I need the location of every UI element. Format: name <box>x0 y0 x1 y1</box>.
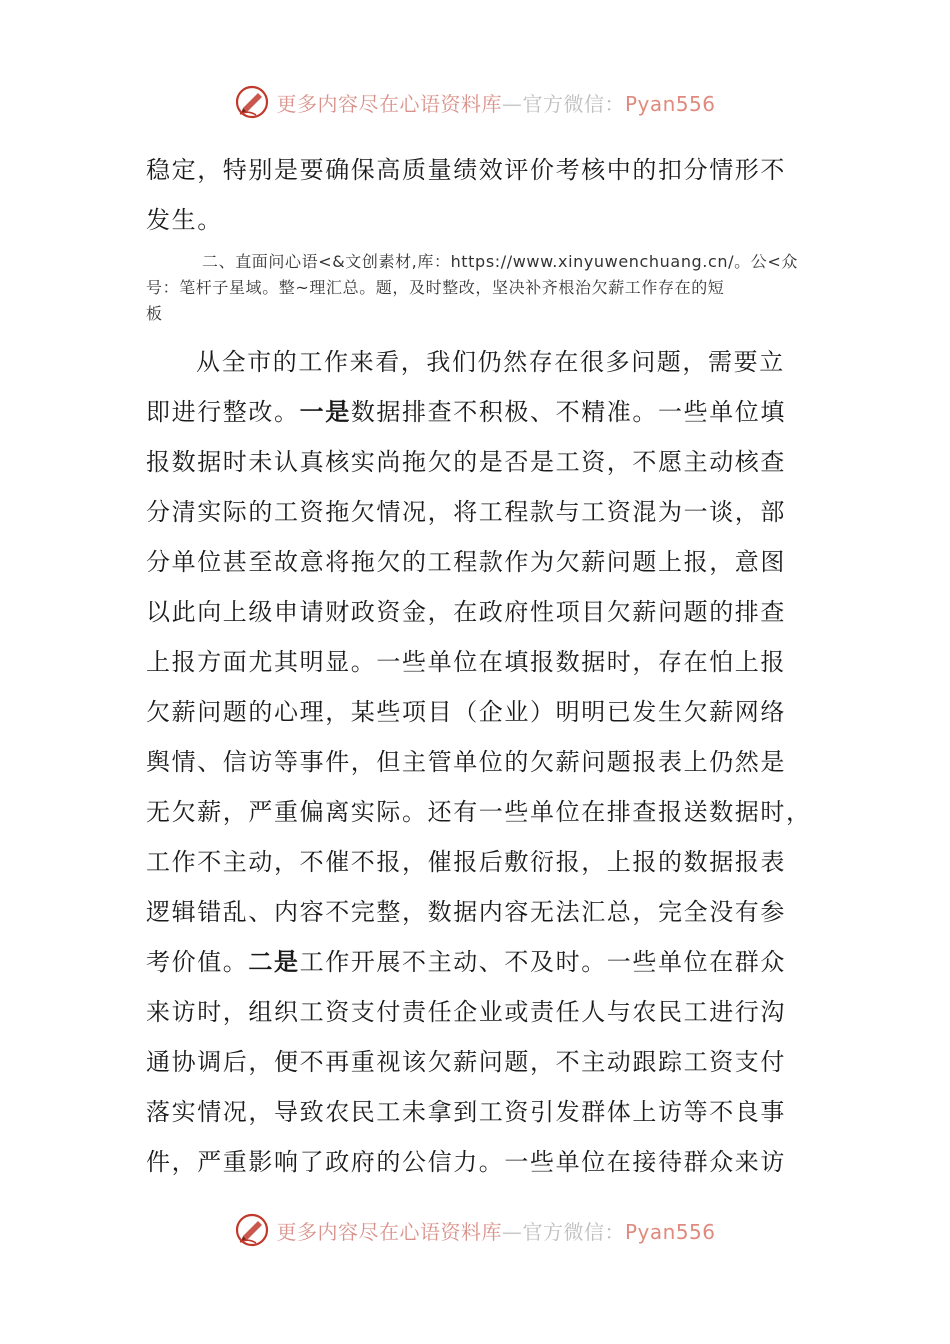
paragraph-2-line-12: 逻辑错乱、内容不完整，数据内容无法汇总，完全没有参 <box>146 898 786 926</box>
banner-official: 官方微信： <box>522 1219 625 1244</box>
banner-dash: — <box>501 91 523 116</box>
paragraph-2-line-17: 件，严重影响了政府的公信力。一些单位在接待群众来访 <box>146 1148 786 1176</box>
banner-wechat-id: Pyan556 <box>624 91 716 116</box>
footer-banner <box>0 1208 950 1252</box>
banner-text <box>276 1216 715 1245</box>
section-heading-2 <box>146 249 806 327</box>
paragraph-2-line-7: 上报方面尤其明显。一些单位在填报数据时，存在怕上报 <box>146 648 786 676</box>
line-2-post: 数据排查不积极、不精准。一些单位填 <box>350 398 787 426</box>
line-13-pre: 考价值。 <box>146 948 249 976</box>
banner-main: 更多内容尽在心语资料库 <box>276 91 502 116</box>
paragraph-2-line-5: 分单位甚至故意将拖欠的工程款作为欠薪问题上报，意图 <box>146 548 786 576</box>
point-one-label: 一是 <box>299 397 351 426</box>
document-body <box>146 145 812 1187</box>
line-13-post: 工作开展不主动、不及时。一些单位在群众 <box>299 948 787 976</box>
point-two-label: 二是 <box>248 947 300 976</box>
pen-logo-icon <box>234 84 270 120</box>
paragraph-2-line-2 <box>146 387 806 437</box>
paragraph-2-line-3: 报数据时未认真核实尚拖欠的是否是工资，不愿主动核查 <box>146 448 786 476</box>
paragraph-2-line-16: 落实情况，导致农民工未拿到工资引发群体上访等不良事 <box>146 1098 786 1126</box>
paragraph-2-line-4: 分清实际的工资拖欠情况，将工程款与工资混为一谈，部 <box>146 498 786 526</box>
banner-official: 官方微信： <box>522 91 625 116</box>
header-banner <box>0 80 950 124</box>
pen-logo-icon <box>234 1212 270 1248</box>
paragraph-2-line-9: 舆情、信访等事件，但主管单位的欠薪问题报表上仍然是 <box>146 748 786 776</box>
banner-wechat-id: Pyan556 <box>624 1219 716 1244</box>
paragraph-2-line-8: 欠薪问题的心理，某些项目（企业）明明已发生欠薪网络 <box>146 698 786 726</box>
heading-line-3: 板 <box>146 304 163 323</box>
banner-main: 更多内容尽在心语资料库 <box>276 1219 502 1244</box>
paragraph-2-line-15: 通协调后，便不再重视该欠薪问题，不主动跟踪工资支付 <box>146 1048 786 1076</box>
paragraph-2-line-6: 以此向上级申请财政资金，在政府性项目欠薪问题的排查 <box>146 598 786 626</box>
paragraph-2-line-10: 无欠薪，严重偏离实际。还有一些单位在排查报送数据时， <box>146 798 812 826</box>
paragraph-2-line-1: 从全市的工作来看，我们仍然存在很多问题，需要立 <box>196 348 785 376</box>
paragraph-1-line-1: 稳定，特别是要确保高质量绩效评价考核中的扣分情形不 <box>146 156 786 184</box>
paragraph-1-line-2: 发生。 <box>146 206 223 234</box>
paragraph-2-line-14: 来访时，组织工资支付责任企业或责任人与农民工进行沟 <box>146 998 786 1026</box>
paragraph-2-line-11: 工作不主动，不催不报，催报后敷衍报，上报的数据报表 <box>146 848 786 876</box>
heading-line-1: 二、直面问心语<&文创素材,库：https://www.xinyuwenchuang.cn/。公<众 <box>202 252 798 271</box>
banner-dash: — <box>501 1219 523 1244</box>
paragraph-2-line-13 <box>146 937 806 987</box>
heading-line-2: 号：笔杆子星域。整~理汇总。题，及时整改，坚决补齐根治欠薪工作存在的短 <box>146 278 725 297</box>
line-2-pre: 即进行整改。 <box>146 398 300 426</box>
banner-text <box>276 88 715 117</box>
